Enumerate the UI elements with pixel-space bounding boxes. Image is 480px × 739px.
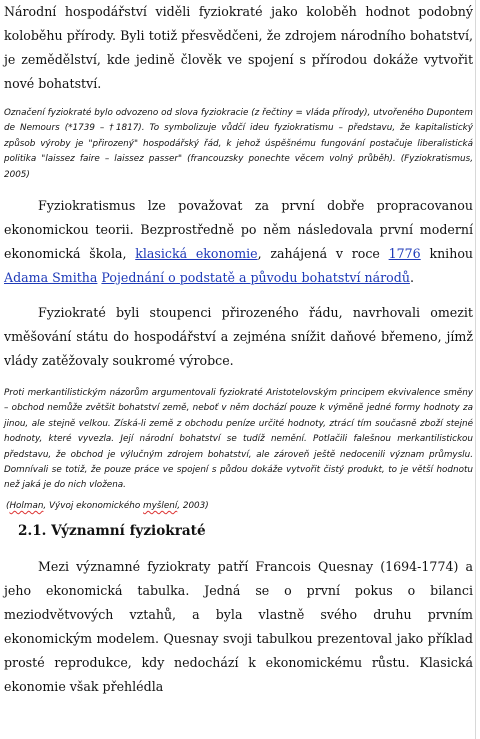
paragraph-2-text-c: knihou bbox=[420, 246, 474, 262]
paragraph-2 bbox=[4, 194, 473, 290]
spelling-mark-holman: Holman bbox=[9, 500, 44, 511]
link-1776[interactable]: 1776 bbox=[388, 246, 421, 262]
link-pojednani[interactable]: Pojednání o podstatě a původu bohatství národů bbox=[101, 270, 410, 286]
link-klasicka-ekonomie[interactable]: klasická ekonomie bbox=[135, 246, 258, 262]
citation-2-open: ( bbox=[6, 500, 10, 511]
citation-2-close: , 2003) bbox=[177, 500, 209, 511]
paragraph-2-text-e: . bbox=[409, 270, 414, 286]
citation-2 bbox=[4, 499, 473, 514]
paragraph-2-text-a: Fyziokratismus lze považovat za první dobře propracovanou ekonomickou teorii. Bezprostředně po něm následovala první moderní ekonomická škola, bbox=[4, 198, 473, 262]
paragraph-3: Fyziokraté byli stoupenci přirozeného řádu, navrhovali omezit vměšování státu do hospodářství a zejména snížit daňové břemeno, jímž vlády zatěžovaly soukromé výrobce. bbox=[4, 305, 473, 369]
paragraph-2-text-b: , zahájená v roce bbox=[257, 246, 389, 262]
paragraph-4: Mezi významné fyziokraty patří Francois Quesnay (1694-1774) a jeho ekonomická tabulka. Jedná se o první pokus o bilanci meziodvětvových vztahů, a byla vlastně svého druhu prvním ekonomickým modelem. Quesnay svoji tabulkou prezentoval jako příklad prosté reprodukce, kdy nedochází k ekonomickému růstu. Klasická ekonomie však přehlédla bbox=[4, 558, 473, 694]
spelling-mark-mysleni: myšlení bbox=[143, 500, 178, 511]
note-1: Označení fyziokraté bylo odvozeno od slova fyziokracie (z řečtiny = vláda přírody), utvořeného Dupontem de Nemours (*1739 – †1817). To symbolizuje vůdčí ideu fyziokratismu – představu, že kapitalistický způsob výroby je "přirozený" hospodářský řád, k jehož úspěšnému fungování postačuje liberalistická politika "laissez faire – laissez passer" (francouzsky ponechte věcem volný průběh). (Fyziokratismus, 2005) bbox=[4, 108, 473, 180]
citation-2-mid: , Vývoj ekonomického bbox=[43, 500, 144, 511]
link-adam-smith[interactable]: Adama Smitha bbox=[4, 270, 98, 286]
note-2: Proti merkantilistickým názorům argumentovali fyziokraté Aristotelovským principem ekvivalence směny – obchod nemůže zvětšit bohatství země, neboť v něm dochází pouze k výměně jedné formy hodnoty za jinou, ale stejně velkou. Získá-li země z obchodu peníze určité hodnoty, ztrácí tím současně zboží stejné hodnoty, které vyvezla. Její národní bohatství se tudíž nemění. Potlačili falešnou merkantilistickou představu, že obchod je výlučným zdrojem bohatství, ale zároveň ještě nedocenili význam průmyslu. Domnívali se totiž, že pouze práce ve spojení s půdou dokáže vytvořit čistý produkt, to je větší hodnotu než jaká je do nich vložena. bbox=[4, 388, 473, 491]
paragraph-1: Národní hospodářství viděli fyziokraté jako koloběh hodnot podobný koloběhu přírody. Byli totiž přesvědčeni, že zdrojem národního bohatství, je zemědělství, kde jedině člověk ve spojení s přírodou dokáže vytvořit nové bohatství. bbox=[4, 4, 473, 91]
section-heading: 2.1. Významní fyziokraté bbox=[18, 522, 206, 539]
